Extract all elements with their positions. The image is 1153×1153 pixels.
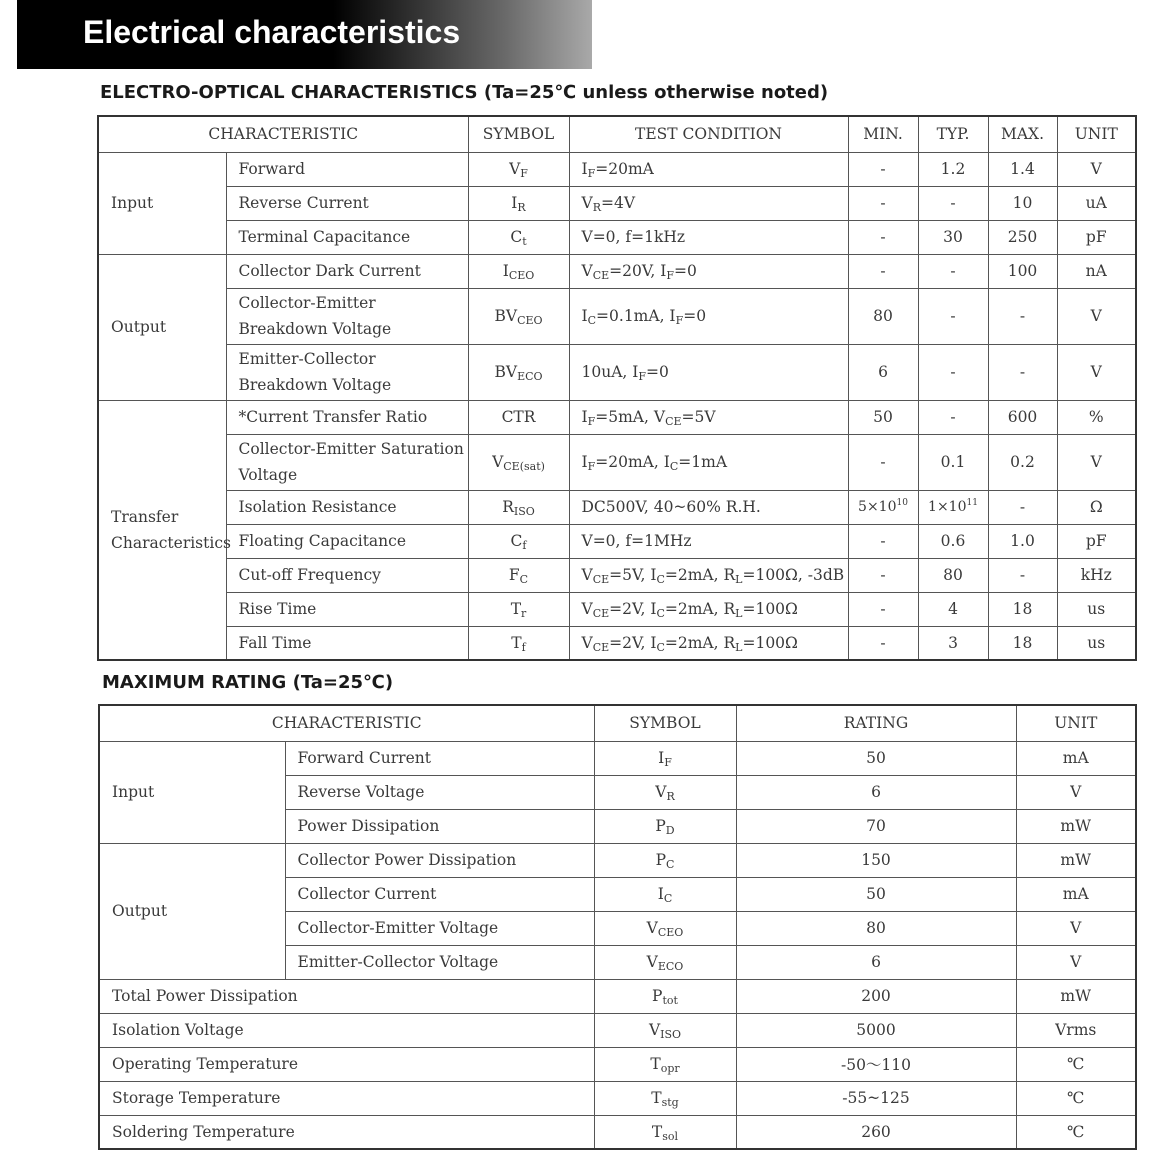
header-typ: TYP. (918, 116, 988, 152)
row-unit: Vrms (1016, 1013, 1136, 1047)
symbol-main: P (655, 851, 666, 869)
row-max: 100 (988, 254, 1057, 288)
row-unit: V (1016, 775, 1136, 809)
row-max: 250 (988, 220, 1057, 254)
symbol-sub: R (666, 790, 675, 803)
header-rating: RATING (736, 705, 1016, 741)
symbol-sub: ISO (660, 1028, 682, 1041)
group-output: Output (99, 843, 285, 979)
symbol-sub: C (519, 573, 529, 586)
row-name: Storage Temperature (99, 1081, 594, 1115)
symbol-sub: F (520, 167, 528, 180)
row-condition: $V_{CE}=5V$, $I_C=2mA$, $R_L=100\Omega$, -3dB (569, 558, 848, 592)
row-rating: 260 (736, 1115, 1016, 1149)
row-typ: 3 (918, 626, 988, 660)
symbol-main: V (655, 783, 667, 801)
row-condition: V=0, f=1kHz (569, 220, 848, 254)
row-name: Reverse Voltage (285, 775, 594, 809)
row-max: 18 (988, 626, 1057, 660)
row-symbol (594, 945, 736, 979)
row-unit: Ω (1057, 490, 1136, 524)
row-max: - (988, 344, 1057, 400)
symbol-main: F (508, 566, 520, 584)
symbol-main: V (646, 953, 658, 971)
row-name: Floating Capacitance (226, 524, 468, 558)
symbol-sub: CE(sat) (503, 460, 545, 473)
banner-title: Electrical characteristics (83, 14, 461, 50)
row-max: - (988, 490, 1057, 524)
row-condition: $I_F=20mA$, $I_C=1mA$ (569, 434, 848, 490)
table-row (99, 741, 1136, 775)
symbol-main: P (652, 987, 663, 1005)
row-unit: nA (1057, 254, 1136, 288)
row-unit: ℃ (1016, 1047, 1136, 1081)
symbol-sub: f (521, 640, 526, 654)
maximum-rating-table (98, 704, 1137, 1150)
row-name: Collector Current (285, 877, 594, 911)
row-symbol (468, 186, 569, 220)
table-row (99, 979, 1136, 1013)
row-unit: ℃ (1016, 1115, 1136, 1149)
row-unit: V (1016, 945, 1136, 979)
row-typ: 80 (918, 558, 988, 592)
row-rating: 200 (736, 979, 1016, 1013)
symbol-main: P (655, 817, 666, 835)
row-unit: mW (1016, 843, 1136, 877)
header-max: MAX. (988, 116, 1057, 152)
table-row (98, 186, 1136, 220)
row-symbol (594, 979, 736, 1013)
electro-optical-heading: ELECTRO-OPTICAL CHARACTERISTICS (Ta=25℃ unless otherwise noted) (100, 82, 829, 103)
row-symbol (468, 434, 569, 490)
table-row (98, 434, 1136, 490)
row-name: Operating Temperature (99, 1047, 594, 1081)
header-symbol: SYMBOL (468, 116, 569, 152)
row-name: Collector-Emitter Breakdown Voltage (226, 288, 468, 344)
row-typ: $1\times 10^{11}$ (918, 490, 988, 524)
row-typ: - (918, 344, 988, 400)
row-typ: 0.6 (918, 524, 988, 558)
row-name: Forward Current (285, 741, 594, 775)
row-min: - (848, 592, 918, 626)
symbol-sub: ECO (517, 370, 543, 383)
row-rating: -50～110 (736, 1047, 1016, 1081)
table-row (99, 1013, 1136, 1047)
row-rating: -55~125 (736, 1081, 1016, 1115)
row-name: Emitter-Collector Breakdown Voltage (226, 344, 468, 400)
row-condition: $I_F=5mA$, $V_{CE}=5V$ (569, 400, 848, 434)
row-symbol (468, 558, 569, 592)
row-rating: 50 (736, 741, 1016, 775)
symbol-main: V (646, 919, 658, 937)
row-rating: 70 (736, 809, 1016, 843)
symbol-sub: CEO (508, 269, 535, 282)
row-max: 10 (988, 186, 1057, 220)
row-symbol (594, 877, 736, 911)
row-symbol (594, 741, 736, 775)
symbol-main: C (510, 228, 523, 246)
table-header-row (99, 705, 1136, 741)
row-min: - (848, 434, 918, 490)
row-max: - (988, 558, 1057, 592)
row-unit: % (1057, 400, 1136, 434)
symbol-main: T (651, 1122, 663, 1141)
table-row (98, 220, 1136, 254)
symbol-main: T (510, 600, 522, 618)
symbol-main: T (651, 1089, 662, 1107)
symbol-main: BV (494, 307, 518, 325)
row-condition: V=0, f=1MHz (569, 524, 848, 558)
row-name: Isolation Resistance (226, 490, 468, 524)
row-rating: 150 (736, 843, 1016, 877)
row-min: - (848, 524, 918, 558)
symbol-sub: sol (662, 1129, 679, 1143)
row-typ: 4 (918, 592, 988, 626)
symbol-sub: C (666, 858, 675, 871)
row-symbol (468, 400, 569, 434)
symbol-sub: D (665, 824, 675, 837)
header-characteristic: CHARACTERISTIC (98, 116, 468, 152)
group-input: Input (99, 741, 285, 843)
symbol-main: T (650, 1055, 661, 1073)
row-symbol (594, 1047, 736, 1081)
row-name: Collector Dark Current (226, 254, 468, 288)
row-min: - (848, 220, 918, 254)
row-unit: V (1057, 288, 1136, 344)
symbol-sub: CEO (517, 314, 543, 327)
table-row (98, 626, 1136, 660)
symbol-main: I (658, 749, 665, 767)
row-name: Reverse Current (226, 186, 468, 220)
row-unit: us (1057, 592, 1136, 626)
table-header-row (98, 116, 1136, 152)
row-max: 18 (988, 592, 1057, 626)
symbol-main: I (511, 194, 518, 212)
row-name: Power Dissipation (285, 809, 594, 843)
symbol-sub: CEO (657, 926, 684, 939)
row-min: - (848, 254, 918, 288)
row-symbol (468, 490, 569, 524)
row-unit: ℃ (1016, 1081, 1136, 1115)
symbol-main: T (511, 633, 522, 652)
table-row (99, 1047, 1136, 1081)
group-output: Output (98, 254, 226, 400)
row-unit: mA (1016, 741, 1136, 775)
row-condition: $V_{CE}=2V$, $I_C=2mA$, $R_L=100\Omega$ (569, 626, 848, 660)
row-min: $5\times 10^{10}$ (848, 490, 918, 524)
row-symbol (468, 152, 569, 186)
symbol-sub: R (517, 201, 526, 214)
row-unit: V (1057, 344, 1136, 400)
row-name: Collector-Emitter Voltage (285, 911, 594, 945)
row-min: - (848, 152, 918, 186)
row-symbol (594, 911, 736, 945)
row-symbol (594, 809, 736, 843)
section-banner (17, 0, 592, 69)
row-symbol (594, 1081, 736, 1115)
symbol-sub: F (664, 756, 672, 769)
row-typ: 30 (918, 220, 988, 254)
row-unit: V (1057, 434, 1136, 490)
symbol-sub: opr (660, 1062, 680, 1075)
row-max: - (988, 288, 1057, 344)
row-name: Collector Power Dissipation (285, 843, 594, 877)
row-unit: mW (1016, 809, 1136, 843)
table-row (99, 843, 1136, 877)
row-unit: pF (1057, 524, 1136, 558)
row-symbol (468, 254, 569, 288)
row-typ: - (918, 186, 988, 220)
row-symbol (468, 344, 569, 400)
row-max: 1.4 (988, 152, 1057, 186)
row-name: Fall Time (226, 626, 468, 660)
symbol-main: BV (494, 363, 518, 381)
table-row (99, 1081, 1136, 1115)
symbol-main: I (657, 885, 664, 903)
row-typ: - (918, 254, 988, 288)
row-max: 1.0 (988, 524, 1057, 558)
table-row (98, 344, 1136, 400)
symbol-main: V (648, 1021, 661, 1039)
row-condition: $V_R=4V$ (569, 186, 848, 220)
row-rating: 50 (736, 877, 1016, 911)
row-symbol (594, 775, 736, 809)
row-unit: us (1057, 626, 1136, 660)
table-row (98, 254, 1136, 288)
symbol-sub: f (522, 539, 527, 552)
row-name: Isolation Voltage (99, 1013, 594, 1047)
row-min: 80 (848, 288, 918, 344)
group-transfer: Transfer Characteristics (98, 400, 226, 660)
table-row (98, 400, 1136, 434)
table-row (98, 288, 1136, 344)
header-test-condition: TEST CONDITION (569, 116, 848, 152)
row-condition: $V_{CE}=2V$, $I_C=2mA$, $R_L=100\Omega$ (569, 592, 848, 626)
row-symbol (468, 524, 569, 558)
maximum-rating-heading: MAXIMUM RATING (Ta=25℃) (102, 672, 394, 693)
row-rating: 6 (736, 945, 1016, 979)
table-row (99, 1115, 1136, 1149)
row-rating: 6 (736, 775, 1016, 809)
row-name: Terminal Capacitance (226, 220, 468, 254)
header-min: MIN. (848, 116, 918, 152)
row-symbol (594, 843, 736, 877)
symbol-sub: ECO (657, 960, 684, 973)
row-min: - (848, 186, 918, 220)
symbol-sub: tot (662, 994, 678, 1007)
row-name: Emitter-Collector Voltage (285, 945, 594, 979)
row-name: Soldering Temperature (99, 1115, 594, 1149)
row-typ: 1.2 (918, 152, 988, 186)
symbol-main: V (492, 453, 504, 471)
symbol-sub: ISO (513, 505, 535, 518)
row-min: - (848, 558, 918, 592)
symbol-main: V (509, 160, 521, 178)
row-max: 600 (988, 400, 1057, 434)
symbol-main: I (502, 262, 509, 280)
symbol-sub: C (663, 892, 673, 905)
symbol-main: C (510, 532, 523, 550)
row-condition: DC500V, 40~60% R.H. (569, 490, 848, 524)
row-condition: $I_C=0.1mA$, $I_F=0$ (569, 288, 848, 344)
electro-optical-table (97, 115, 1137, 661)
row-typ: 0.1 (918, 434, 988, 490)
row-unit: uA (1057, 186, 1136, 220)
symbol-main: CTR (501, 408, 536, 426)
table-row (98, 152, 1136, 186)
header-characteristic: CHARACTERISTIC (99, 705, 594, 741)
row-symbol (468, 592, 569, 626)
group-input: Input (98, 152, 226, 254)
row-unit: V (1057, 152, 1136, 186)
row-unit: V (1016, 911, 1136, 945)
row-min: 50 (848, 400, 918, 434)
row-symbol (594, 1013, 736, 1047)
row-symbol (594, 1115, 736, 1149)
table-row (98, 592, 1136, 626)
row-name: Total Power Dissipation (99, 979, 594, 1013)
row-name: Forward (226, 152, 468, 186)
row-condition: $I_F=20mA$ (569, 152, 848, 186)
row-typ: - (918, 400, 988, 434)
symbol-sub: r (521, 607, 527, 620)
row-unit: mA (1016, 877, 1136, 911)
table-row (98, 490, 1136, 524)
table-row (98, 558, 1136, 592)
header-symbol: SYMBOL (594, 705, 736, 741)
row-max: 0.2 (988, 434, 1057, 490)
row-symbol (468, 626, 569, 660)
row-unit: kHz (1057, 558, 1136, 592)
row-name: *Current Transfer Ratio (226, 400, 468, 434)
row-rating: 5000 (736, 1013, 1016, 1047)
table-row (98, 524, 1136, 558)
header-unit: UNIT (1057, 116, 1136, 152)
row-condition: 10uA, $I_F=0$ (569, 344, 848, 400)
row-symbol (468, 288, 569, 344)
row-typ: - (918, 288, 988, 344)
row-name: Collector-Emitter Saturation Voltage (226, 434, 468, 490)
row-condition: $V_{CE}=20V$, $I_F=0$ (569, 254, 848, 288)
symbol-sub: t (522, 235, 527, 248)
row-symbol (468, 220, 569, 254)
row-name: Cut-off Frequency (226, 558, 468, 592)
row-name: Rise Time (226, 592, 468, 626)
symbol-sub: stg (661, 1096, 679, 1109)
symbol-main: R (502, 498, 514, 516)
row-unit: mW (1016, 979, 1136, 1013)
row-min: - (848, 626, 918, 660)
row-min: 6 (848, 344, 918, 400)
header-unit: UNIT (1016, 705, 1136, 741)
row-rating: 80 (736, 911, 1016, 945)
row-unit: pF (1057, 220, 1136, 254)
